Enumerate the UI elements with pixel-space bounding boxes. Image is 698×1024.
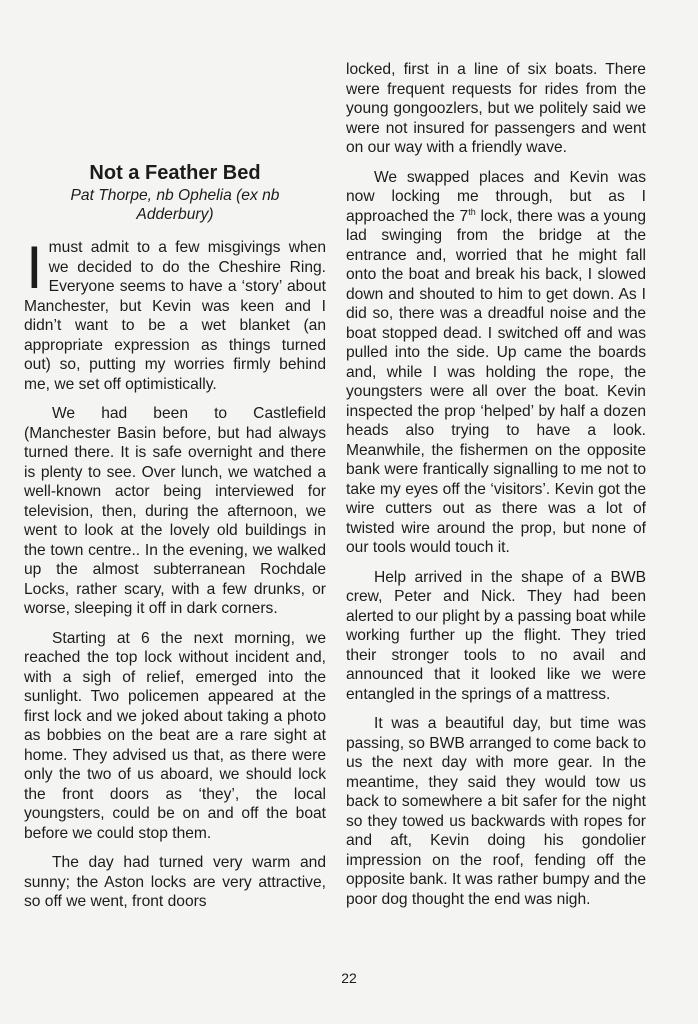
paragraph-6-text-b: lock, there was a young lad swinging from the bridge at the entrance and, worried that he might fall onto the boat and break his back, I slowed down and shouted to him to get down. As I did so, there was a dreadful noise and the boat stopped dead. I switched off and was pulled into the side. Up came the boards and, while I was holding the rope, the youngsters were all over the boat. Kevin inspected the prop ‘helped’ by half a dozen heads also trying to have a look. Meanwhile, the fishermen on the opposite bank were frantically signalling to me not to take my eyes off the ‘visitors’. Kevin got the wire cutters out as there was a lot of twisted wire around the prop, but none of our tools would touch it. — [346, 207, 646, 556]
article-title: Not a Feather Bed — [89, 162, 261, 184]
paragraph-8: It was a beautiful day, but time was passing, so BWB arranged to come back to us the next day with more gear. In the meantime, they said they would tow us back to somewhere a bit safer for the night so they towed us backwards with ropes for and aft, Kevin doing his gondolier impression on the roof, fending off the opposite bank. It was rather bumpy and the poor dog thought the end was nigh. — [346, 715, 646, 908]
ordinal-suffix: th — [468, 206, 476, 217]
paragraph-3: Starting at 6 the next morning, we reached the top lock without incident and, with a sigh of relief, emerged into the sunlight. Two policemen appeared at the first lock and we joked about taking a photo as bobbies on the beat are a rare sight at home. They advised us that, as there were only the two of us aboard, we should lock the front doors as ‘they’, the local youngsters, could be on and off the boat before we could stop them. — [24, 629, 326, 842]
paragraph-1 — [24, 234, 326, 394]
paragraph-7: Help arrived in the shape of a BWB crew, Peter and Nick. They had been alerted to our plight by a passing boat while working further up the flight. They tried their stronger tools to no avail and announced that it looked like we were entangled in the springs of a mattress. — [346, 568, 646, 703]
paragraph-2: We had been to Castlefield (Manchester Basin before, but had always turned there. It is safe overnight and there is plenty to see. Over lunch, we watched a well-known actor being interviewed for television, then, during the afternoon, we went to look at the lovely old buildings in the town centre.. In the evening, we walked up the almost subterranean Rochdale Locks, rather scary, with a few drunks, or worse, sleeping it off in dark corners. — [24, 405, 326, 617]
paragraph-6-text-a: We swapped places and Kevin was now locking me through, but as I approached the 7 — [346, 168, 646, 225]
right-column — [346, 60, 646, 919]
paragraph-1-text: must admit to a few misgivings when we decided to do the Cheshire Ring. Everyone seems to have a ‘story’ about Manchester, but Kevin was keen and I didn’t want to be a wet blanket (an appropriate expression as things turned out) so, putting my worries firmly behind me, we set off optimistically. — [24, 239, 326, 393]
article-byline: Pat Thorpe, nb Ophelia (ex nb Adderbury) — [70, 187, 280, 223]
paragraph-5: locked, first in a line of six boats. There were frequent requests for rides from the young gongoozlers, but we politely said we were not insured for passengers and went on our way with a friendly wave. — [346, 61, 646, 156]
drop-cap: I — [26, 234, 43, 301]
paragraph-6 — [346, 168, 646, 558]
page-number: 22 — [341, 970, 357, 986]
left-column — [24, 0, 326, 922]
paragraph-4: The day had turned very warm and sunny; the Aston locks are very attractive, so off we went, front doors — [24, 854, 326, 910]
